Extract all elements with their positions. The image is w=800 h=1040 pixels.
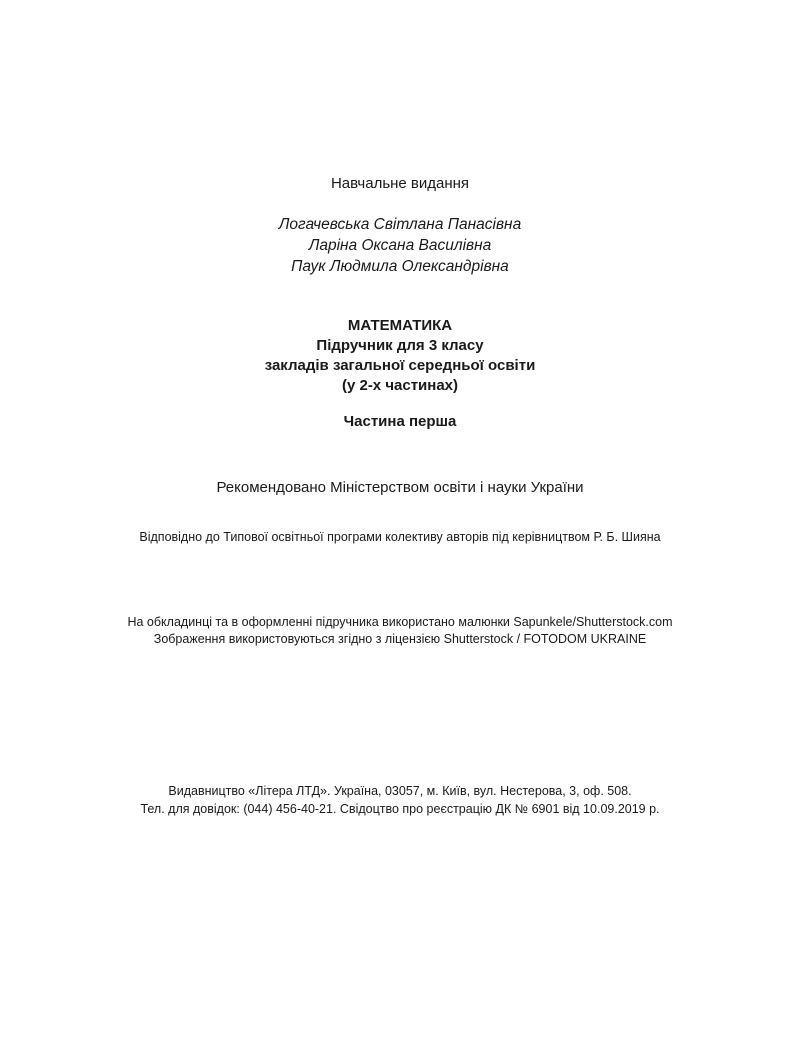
author-name: Паук Людмила Олександрівна [291,258,509,275]
image-credits [0,614,800,648]
book-title: МАТЕМАТИКА [347,317,453,334]
edition-type: Навчальне видання [330,175,470,192]
authors-block [0,214,800,277]
publisher-line: Видавництво «Літера ЛТД». Україна, 03057, м. Київ, вул. Нестерова, 3, оф. 508. [168,784,632,798]
credit-line: Зображення використовуються згідно з ліцензією Shutterstock / FOTODOM UKRAINE [153,632,647,646]
author-name: Ларіна Оксана Василівна [308,237,492,254]
book-subtitle: закладів загальної середньої освіти [264,357,536,374]
book-title-block [0,316,800,396]
author-name: Логачевська Світлана Панасівна [278,216,522,233]
publisher-line: Тел. для довідок: (044) 456-40-21. Свідоцтво про реєстрацію ДК № 6901 від 10.09.2019 р. [140,802,660,816]
publisher-info [0,782,800,818]
book-subtitle: (у 2-х частинах) [341,377,459,394]
program-note: Відповідно до Типової освітньої програми колективу авторів під керівництвом Р. Б. Шияна [139,530,661,544]
ministry-recommendation: Рекомендовано Міністерством освіти і науки України [216,479,584,496]
credit-line: На обкладинці та в оформленні підручника використано малюнки Sapunkele/Shutterstock.com [127,615,673,629]
book-subtitle: Підручник для 3 класу [316,337,484,354]
book-part: Частина перша [343,413,457,430]
